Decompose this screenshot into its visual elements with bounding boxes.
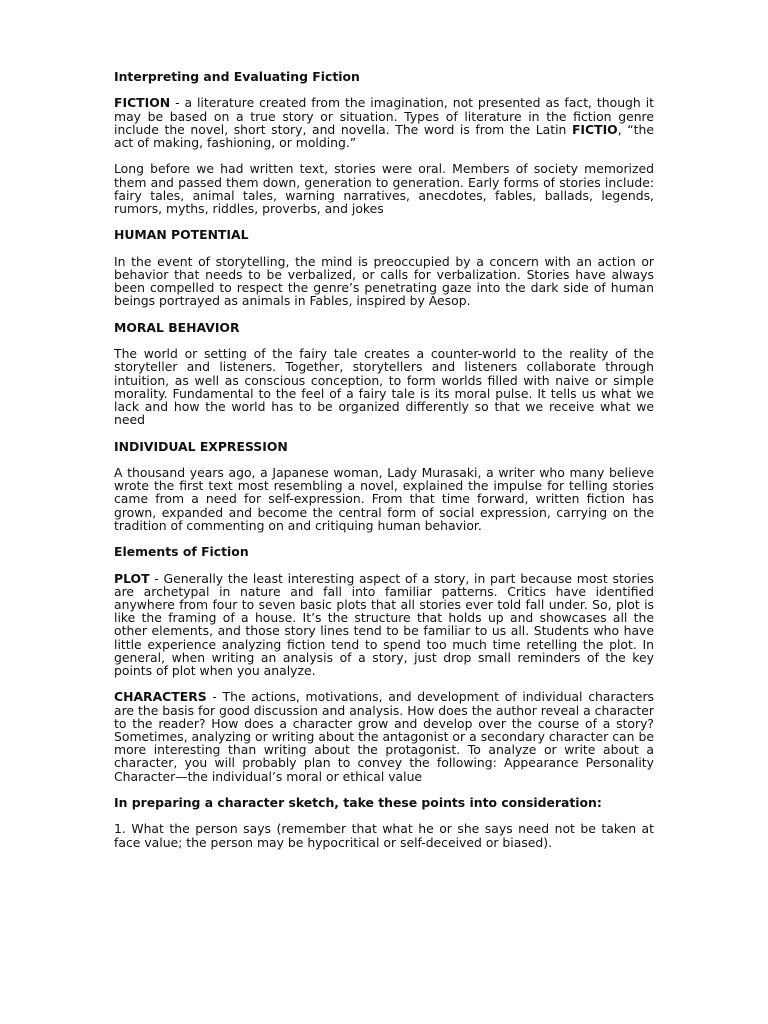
fiction-text-part-2: , “the act of making, fashioning, or molding.” [114, 121, 654, 150]
human-potential-paragraph: In the event of storytelling, the mind is preoccupied by a concern with an action or behavior that needs to be verbalized, or calls for verbalization. Stories have always been compelled to respect the genre’s penetrating gaze into the dark side of human beings portrayed as animals in Fables, inspired by Aesop. [114, 253, 654, 309]
characters-paragraph [114, 690, 654, 782]
character-sketch-heading: In preparing a character sketch, take these points into consideration: [114, 794, 602, 810]
plot-text: - Generally the least interesting aspect of a story, in part because most stories are archetypal in nature and fall into familiar patterns. Critics have identified anywhere from four to seven basic plots that all stories ever told fall under. So, plot is like the framing of a house. It’s the structure that holds up and showcases all the other elements, and those story lines tend to be familiar to us all. Students who have little experience analyzing fiction tend to spend too much time retelling the plot. In general, when writing an analysis of a story, just drop small reminders of the key points of plot when you analyze. [114, 570, 654, 678]
fiction-text-part-1: - a literature created from the imagination, not presented as fact, though it may be based on a true story or situation. Types of literature in the fiction genre include the novel, short story, and novella. The word is from the Latin [114, 95, 654, 137]
fiction-definition [114, 96, 654, 149]
plot-paragraph [114, 572, 654, 678]
characters-text: - The actions, motivations, and development of individual characters are the basis for good discussion and analysis. How does the author reveal a character to the reader? How does a character grow and develop over the course of a story? Sometimes, analyzing or writing about the antagonist or a secondary character can be more interesting than writing about the protagonist. To analyze or write about a character, you will probably plan to convey the following: Appearance Personality Character—the individual’s moral or ethical value [114, 689, 654, 784]
fiction-term: FICTION [114, 95, 171, 111]
individual-expression-paragraph: A thousand years ago, a Japanese woman, Lady Murasaki, a writer who many believe wrote the first text most resembling a novel, explained the impulse for telling stories came from a need for self-expression. From that time forward, written fiction has grown, expanded and become the central form of social expression, carrying on the tradition of commenting on and critiquing human behavior. [114, 464, 654, 533]
document-title: Interpreting and Evaluating Fiction [114, 69, 360, 84]
moral-behavior-paragraph: The world or setting of the fairy tale creates a counter-world to the reality of the storyteller and listeners. Together, storytellers and listeners collaborate through intuition, as well as conscious conception, to form worlds filled with naive or simple morality. Fundamental to the feel of a fairy tale is its moral pulse. It tells us what we lack and how the world has to be organized differently so that we receive what we need [114, 346, 654, 428]
characters-term: CHARACTERS [114, 689, 207, 705]
document-page [114, 70, 654, 862]
elements-of-fiction-heading: Elements of Fiction [114, 544, 249, 560]
character-sketch-point-1: 1. What the person says (remember that what he or she says need not be taken at face value; the person may be hypocritical or self-deceived or biased). [114, 821, 654, 850]
individual-expression-heading: INDIVIDUAL EXPRESSION [114, 438, 288, 454]
moral-behavior-heading: MORAL BEHAVIOR [114, 319, 240, 335]
human-potential-heading: HUMAN POTENTIAL [114, 227, 249, 243]
plot-term: PLOT [114, 570, 150, 586]
fictio-term: FICTIO [571, 121, 618, 137]
oral-stories-paragraph: Long before we had written text, stories were oral. Members of society memorized them and passed them down, generation to generation. Early forms of stories include: fairy tales, animal tales, warning narratives, anecdotes, fables, ballads, legends, rumors, myths, riddles, proverbs, and jokes [114, 161, 654, 216]
